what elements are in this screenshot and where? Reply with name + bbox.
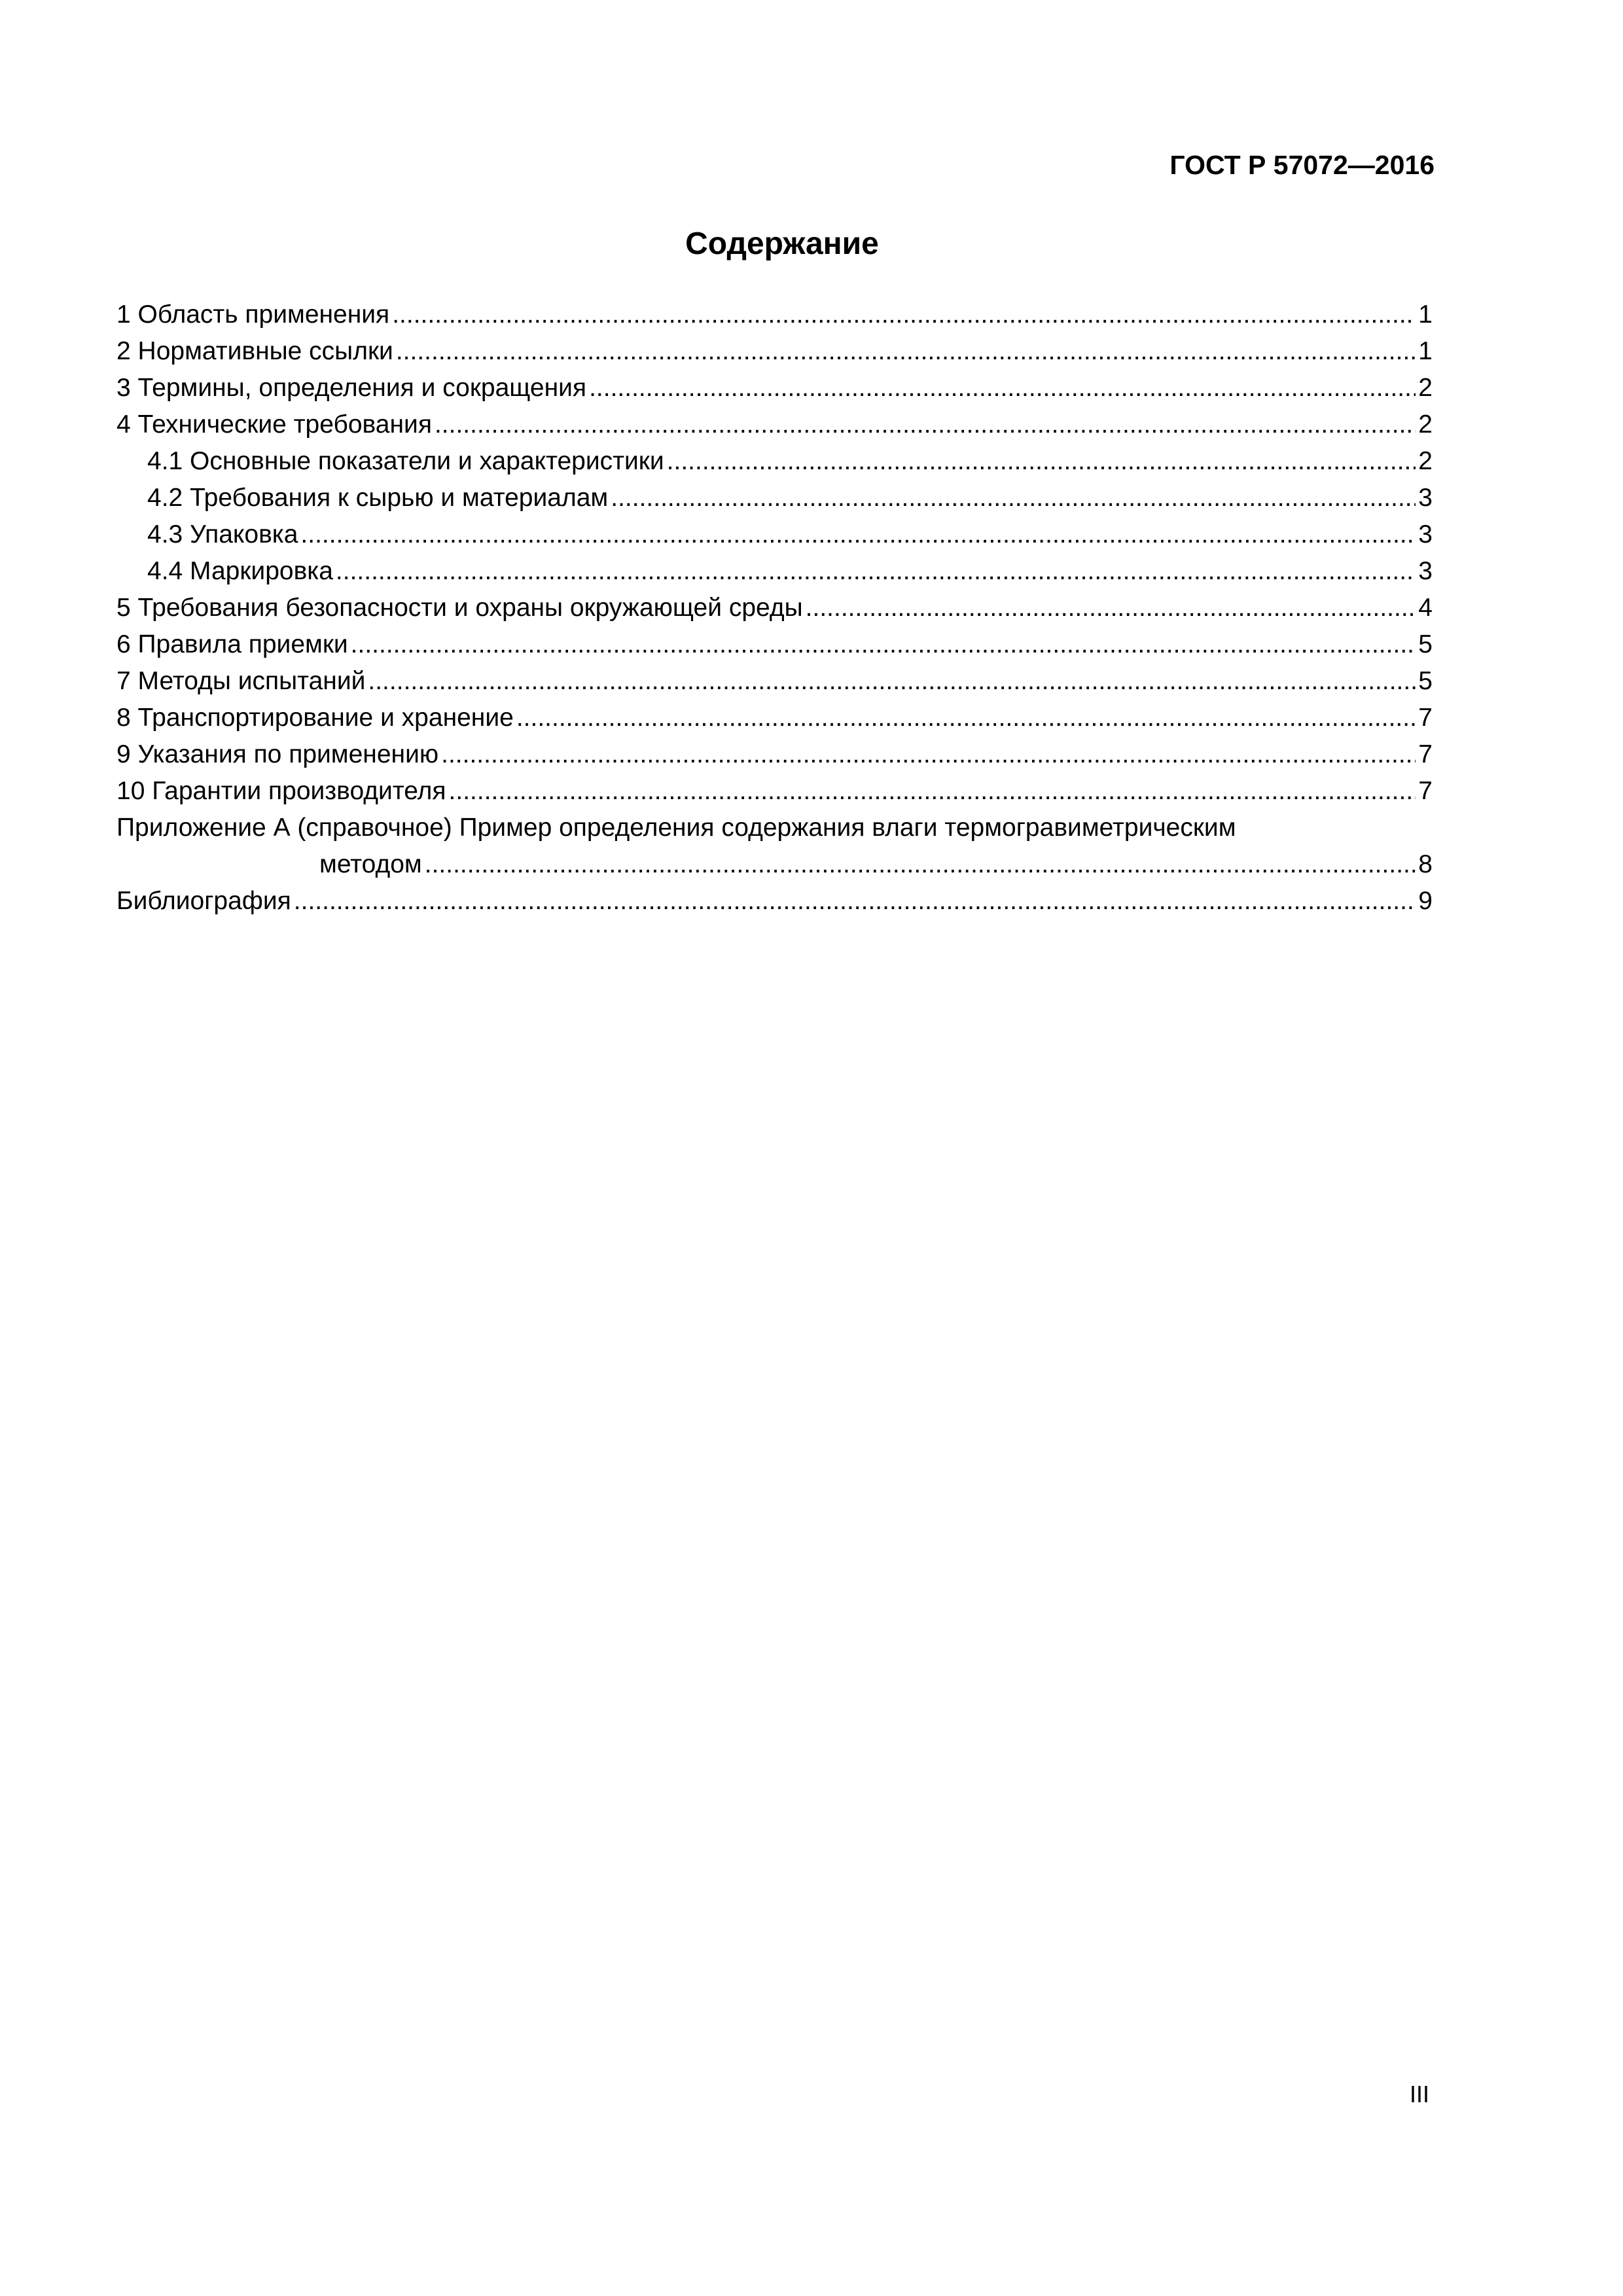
toc-dot-leader xyxy=(611,480,1416,516)
toc-entry-label: 4 Технические требования xyxy=(116,410,432,439)
toc-entry-8[interactable] xyxy=(116,700,1433,736)
toc-entry-appendix-a[interactable] xyxy=(116,810,1433,846)
toc-entry-label: Библиография xyxy=(116,887,291,915)
toc-entry-label: 2 Нормативные ссылки xyxy=(116,337,393,365)
toc-entry-appendix-a-continued[interactable] xyxy=(116,846,1433,883)
toc-dot-leader xyxy=(294,883,1416,920)
toc-entry-4[interactable] xyxy=(116,406,1433,443)
toc-entry-10[interactable] xyxy=(116,773,1433,810)
toc-entry-page: 7 xyxy=(1418,704,1433,732)
toc-entry-1[interactable] xyxy=(116,296,1433,333)
toc-entry-label: 8 Транспортирование и хранение xyxy=(116,704,514,732)
toc-entry-label: 4.3 Упаковка xyxy=(147,520,298,548)
toc-entry-page: 7 xyxy=(1418,740,1433,768)
toc-dot-leader xyxy=(589,370,1416,406)
toc-entry-4-2[interactable] xyxy=(116,480,1433,516)
toc-entry-label: 3 Термины, определения и сокращения xyxy=(116,374,587,402)
toc-dot-leader xyxy=(435,406,1416,443)
toc-entry-4-4[interactable] xyxy=(116,553,1433,590)
table-of-contents xyxy=(116,296,1433,920)
toc-entry-9[interactable] xyxy=(116,736,1433,773)
toc-entry-label: 10 Гарантии производителя xyxy=(116,777,446,805)
toc-dot-leader xyxy=(449,773,1416,810)
toc-entry-page: 3 xyxy=(1418,557,1433,585)
toc-entry-page: 5 xyxy=(1418,630,1433,658)
toc-entry-page: 5 xyxy=(1418,667,1433,695)
page-number: III xyxy=(1409,2081,1429,2108)
toc-entry-5[interactable] xyxy=(116,590,1433,626)
toc-dot-leader xyxy=(667,443,1416,480)
toc-dot-leader xyxy=(396,333,1416,370)
toc-dot-leader xyxy=(806,590,1416,626)
toc-dot-leader xyxy=(351,626,1416,663)
toc-entry-label: 5 Требования безопасности и охраны окружающей среды xyxy=(116,594,803,622)
toc-entry-label: Приложение А (справочное) Пример определения содержания влаги термогравиметрическим xyxy=(116,814,1236,842)
toc-entry-7[interactable] xyxy=(116,663,1433,700)
toc-dot-leader xyxy=(336,553,1416,590)
toc-dot-leader xyxy=(392,296,1416,333)
toc-entry-4-1[interactable] xyxy=(116,443,1433,480)
toc-entry-label: 4.4 Маркировка xyxy=(147,557,333,585)
toc-entry-6[interactable] xyxy=(116,626,1433,663)
toc-dot-leader xyxy=(368,663,1416,700)
toc-dot-leader xyxy=(300,516,1416,553)
toc-entry-label: 4.1 Основные показатели и характеристики xyxy=(147,447,664,475)
toc-entry-page: 3 xyxy=(1418,520,1433,548)
toc-entry-3[interactable] xyxy=(116,370,1433,406)
toc-entry-label: 1 Область применения xyxy=(116,300,390,329)
toc-entry-2[interactable] xyxy=(116,333,1433,370)
toc-entry-page: 2 xyxy=(1418,374,1433,402)
toc-dot-leader xyxy=(425,846,1416,883)
toc-dot-leader xyxy=(441,736,1416,773)
toc-entry-page: 2 xyxy=(1418,410,1433,439)
toc-entry-page: 4 xyxy=(1418,594,1433,622)
toc-title: Содержание xyxy=(685,226,879,261)
document-code: ГОСТ Р 57072—2016 xyxy=(1169,150,1435,180)
toc-dot-leader xyxy=(516,700,1416,736)
toc-entry-page: 1 xyxy=(1418,337,1433,365)
toc-entry-page: 3 xyxy=(1418,484,1433,512)
toc-entry-page: 7 xyxy=(1418,777,1433,805)
toc-entry-label: 4.2 Требования к сырью и материалам xyxy=(147,484,609,512)
toc-entry-4-3[interactable] xyxy=(116,516,1433,553)
toc-entry-page: 8 xyxy=(1418,850,1433,878)
toc-entry-label: 7 Методы испытаний xyxy=(116,667,366,695)
toc-entry-label: 9 Указания по применению xyxy=(116,740,439,768)
toc-entry-label-continued: методом xyxy=(319,850,422,878)
toc-entry-page: 1 xyxy=(1418,300,1433,329)
toc-entry-page: 2 xyxy=(1418,447,1433,475)
toc-entry-page: 9 xyxy=(1418,887,1433,915)
toc-entry-bibliography[interactable] xyxy=(116,883,1433,920)
toc-entry-label: 6 Правила приемки xyxy=(116,630,348,658)
